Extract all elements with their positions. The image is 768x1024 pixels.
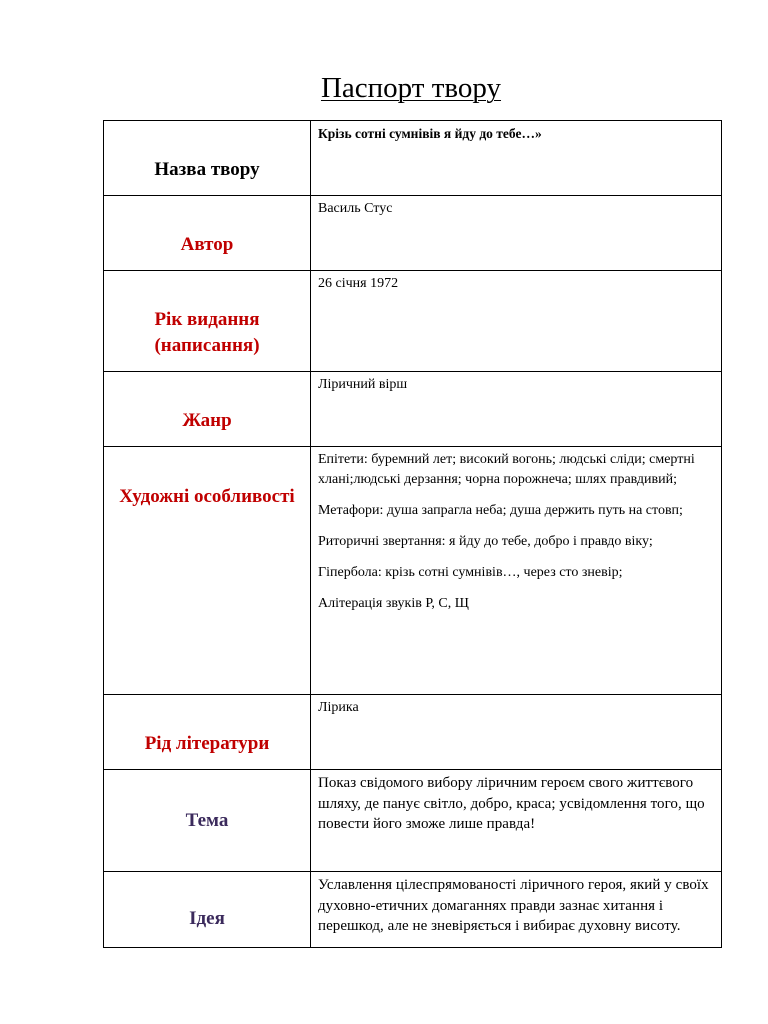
row-value-theme — [311, 770, 722, 872]
table-row-genre — [104, 372, 722, 447]
row-value-theme-text: Показ свідомого вибору ліричним героєм свого життєвого шляху, де панує світло, добро, краса; усвідомлення того, що повести його зможе лише правда! — [318, 775, 705, 832]
row-value-genre-text: Ліричний вірш — [318, 377, 408, 392]
row-label-author — [104, 196, 311, 271]
row-value-kind — [311, 695, 722, 770]
row-label-idea — [104, 872, 311, 948]
table-row-theme — [104, 770, 722, 872]
table-row-author — [104, 196, 722, 271]
table-row-features — [104, 447, 722, 695]
row-label-features-text: Художні особливості — [119, 486, 295, 507]
row-value-features-metaphors: Метафори: душа запрагла неба; душа держить путь на стовп; — [318, 503, 683, 518]
row-label-kind — [104, 695, 311, 770]
row-value-author-text: Василь Стус — [318, 201, 393, 216]
row-value-author — [311, 196, 722, 271]
row-value-kind-text: Лірика — [318, 700, 359, 715]
row-label-genre-text: Жанр — [182, 410, 232, 431]
row-label-title — [104, 121, 311, 196]
row-value-title — [311, 121, 722, 196]
row-value-features-hyperbole: Гіпербола: крізь сотні сумнівів…, через сто зневір; — [318, 565, 623, 580]
row-label-genre — [104, 372, 311, 447]
row-label-year — [104, 271, 311, 372]
row-value-features — [311, 447, 722, 695]
row-value-idea-text: Уславлення цілеспрямованості ліричного героя, який у своїх духовно-етичних домаганнях правди зазнає хитання і перешкод, але не зневіряється і вибирає духовну висоту. — [318, 877, 709, 934]
row-value-title-text: Крізь сотні сумнівів я йду до тебе…» — [318, 126, 542, 141]
row-label-kind-text: Рід літератури — [144, 733, 270, 754]
table-row-idea — [104, 872, 722, 948]
row-value-features-rhetorical: Риторичні звертання: я йду до тебе, добро і правдо віку; — [318, 534, 653, 549]
row-value-idea — [311, 872, 722, 948]
row-label-title-text: Назва твору — [154, 159, 260, 180]
row-label-theme — [104, 770, 311, 872]
row-value-year-text: 26 січня 1972 — [318, 276, 399, 291]
table-row-title — [104, 121, 722, 196]
row-value-genre — [311, 372, 722, 447]
passport-table — [103, 120, 722, 948]
row-value-year — [311, 271, 722, 372]
row-label-theme-text: Тема — [185, 809, 229, 831]
table-row-kind — [104, 695, 722, 770]
row-label-idea-text: Ідея — [189, 907, 225, 929]
page-title: Паспорт твору — [320, 72, 502, 104]
row-value-features-epithets: Епітети: буремний лет; високий вогонь; людські сліди; смертні хлані;людські дерзання; чорна порожнеча; шлях правдивий; — [318, 452, 695, 487]
row-label-features — [104, 447, 311, 695]
row-label-author-text: Автор — [180, 234, 234, 255]
row-label-year-text: Рік видання (написання) — [154, 309, 260, 356]
table-row-year — [104, 271, 722, 372]
row-value-features-alliteration: Алітерація звуків Р, С, Щ — [318, 596, 469, 611]
